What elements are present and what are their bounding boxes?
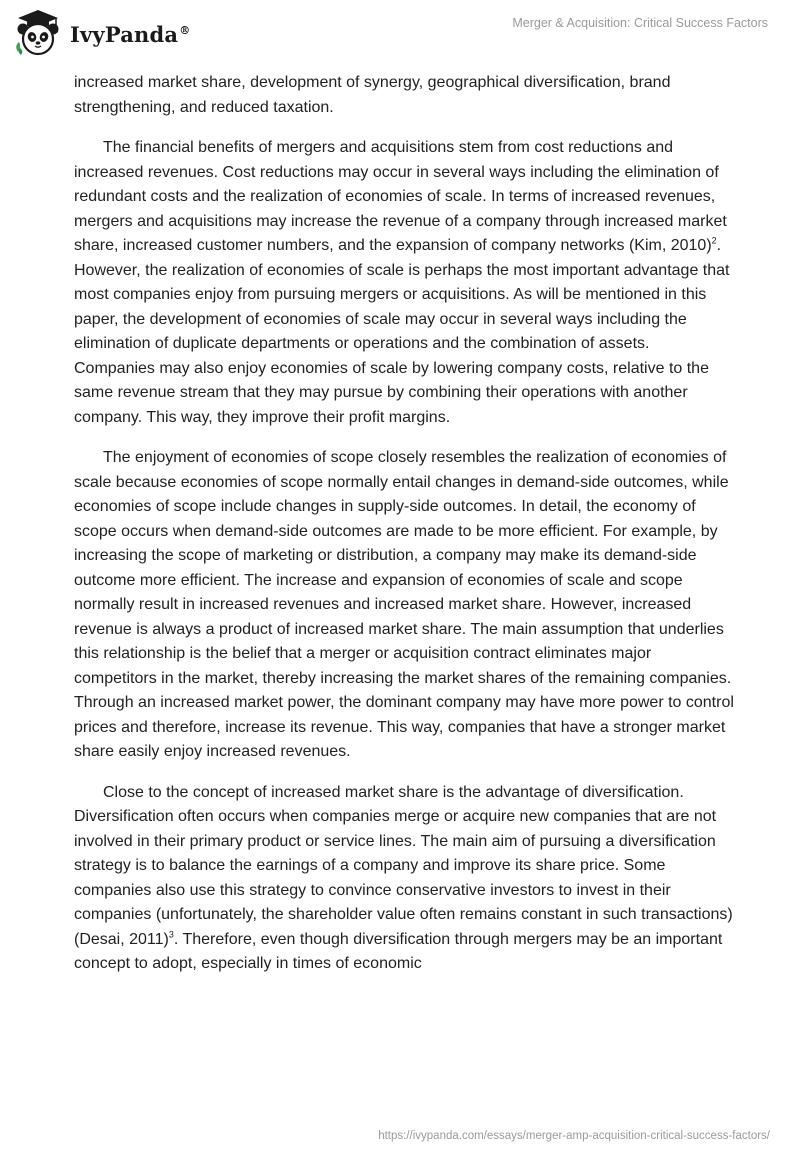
brand-text: IvyPanda [70,21,179,47]
paragraph-economies-of-scope: The enjoyment of economies of scope closely resembles the realization of economies of scale because economies of scope normally entail changes in demand-side outcomes, while economies of scope include changes in supply-side outcomes. In detail, the economy of scope occurs when demand-side outcomes are made to be more efficient. For example, by increasing the scope of marketing or distribution, a company may make its demand-side outcome more efficient. The increase and expansion of economies of scale and scope normally result in increased revenues and increased market share. However, increased revenue is always a product of increased market share. The main assumption that underlies this relationship is the belief that a merger or acquisition contract eliminates major competitors in the market, thereby increasing the market shares of the remaining companies. Through an increased market power, the dominant company may have more power to control prices and therefore, increase its revenue. This way, companies that have a stronger market share easily enjoy increased revenues. [74,449,734,760]
running-title: Merger & Acquisition: Critical Success Factors [512,16,768,30]
source-url[interactable]: https://ivypanda.com/essays/merger-amp-acquisition-critical-success-factors/ [378,1130,770,1142]
footnote-ref[interactable]: 2 [711,235,717,246]
paragraph-text: The financial benefits of mergers and acquisitions stem from cost reductions and increased revenues. Cost reductions may occur in several ways including the elimination of redundant costs and the realization of economies of scale. In terms of increased revenues, mergers and acquisitions may increase the revenue of a company through increased market share, increased customer numbers, and the expansion of company networks (Kim, 2010) [74,139,727,254]
brand-name [70,22,190,47]
essay-body [74,71,734,993]
paragraph-text: . However, the realization of economies of scale is perhaps the most important advantage that most companies enjoy from pursuing mergers or acquisitions. As will be mentioned in this paper, the development of economies of scale may occur in several ways including the elimination of duplicate departments or operations and the combination of assets. Companies may also enjoy economies of scale by lowering company costs, relative to the same revenue stream that they may pursue by combining their operations with another company. This way, they improve their profit margins. [74,237,730,426]
registered-mark: ® [179,23,191,37]
paragraph-text: Close to the concept of increased market share is the advantage of diversification. Diversification often occurs when companies merge or acquire new companies that are not involved in their primary product or service lines. The main aim of pursuing a diversification strategy is to balance the earnings of a company and improve its share price. Some companies also use this strategy to convince conservative investors to invest in their companies (unfortunately, the shareholder value often remains constant in such transactions) (Desai, 2011) [74,783,733,948]
paragraph-continued: increased market share, development of synergy, geographical diversification, brand strengthening, and reduced taxation. [74,74,671,116]
paragraph-financial-benefits [74,136,734,430]
footnote-ref[interactable]: 3 [168,929,174,940]
paragraph-text: . Therefore, even though diversification through mergers may be an important concept to adopt, especially in times of economic [74,930,723,972]
paragraph-diversification [74,781,734,977]
ivypanda-logo[interactable] [12,8,190,60]
page-header [0,0,800,70]
panda-graduate-icon [12,8,64,60]
